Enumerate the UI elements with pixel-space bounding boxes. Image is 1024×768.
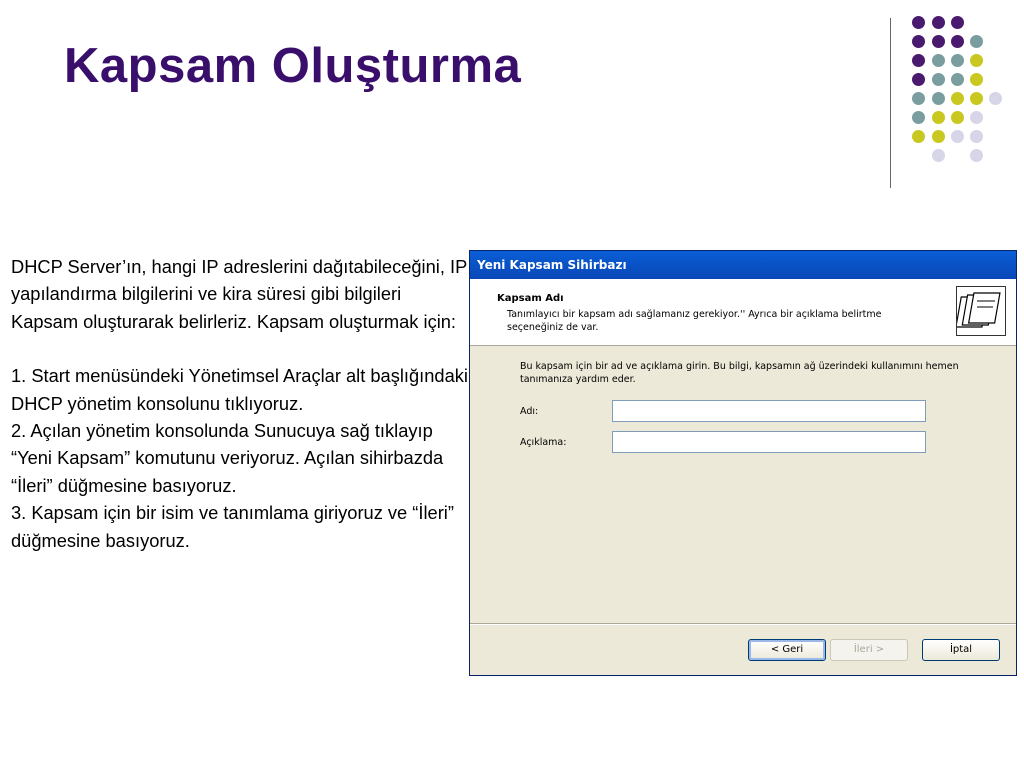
decorative-dot (912, 54, 925, 67)
decorative-dot (932, 111, 945, 124)
decorative-dot (912, 35, 925, 48)
decorative-dot (970, 111, 983, 124)
decorative-dot (932, 92, 945, 105)
slide-title: Kapsam Oluşturma (64, 39, 522, 93)
decorative-dot (912, 92, 925, 105)
back-button[interactable]: < Geri (748, 639, 826, 661)
decorative-dot (970, 92, 983, 105)
wizard-description: Bu kapsam için bir ad ve açıklama girin. Bu bilgi, kapsamın ağ üzerindeki kullanımını hemen tanımanıza yardım eder. (520, 361, 959, 385)
cancel-button[interactable]: İptal (922, 639, 1000, 661)
name-label: Adı: (520, 406, 539, 417)
scope-description-input[interactable] (612, 431, 926, 453)
decorative-dot (951, 92, 964, 105)
decorative-dot (951, 35, 964, 48)
decorative-dot (970, 130, 983, 143)
wizard-titlebar[interactable] (470, 251, 1016, 279)
decorative-dot (932, 16, 945, 29)
footer-divider (470, 623, 1016, 625)
decorative-dot (912, 130, 925, 143)
next-button[interactable]: İleri > (830, 639, 908, 661)
decorative-dot (970, 35, 983, 48)
decorative-dot (912, 73, 925, 86)
step-1: 1. Start menüsündeki Yönetimsel Araçlar alt başlığındaki DHCP yönetim konsolunu tıklıyoruz. (11, 365, 468, 414)
decorative-dot (951, 111, 964, 124)
slide-body (11, 253, 471, 554)
decorative-dot (970, 73, 983, 86)
decorative-dot (951, 130, 964, 143)
decorative-dot-grid (0, 0, 1024, 200)
decorative-dot (912, 111, 925, 124)
decorative-dot (951, 73, 964, 86)
step-3: 3. Kapsam için bir isim ve tanımlama giriyoruz ve “İleri” düğmesine basıyoruz. (11, 502, 454, 551)
decorative-dot (970, 54, 983, 67)
wizard-header (470, 279, 1016, 346)
intro-paragraph: DHCP Server’ın, hangi IP adreslerini dağıtabileceğini, IP yapılandırma bilgilerini ve kira süresi gibi bilgileri Kapsam oluşturarak belirleriz. Kapsam oluşturmak için: (11, 256, 467, 332)
decorative-dot (989, 92, 1002, 105)
decorative-dot (970, 149, 983, 162)
wizard-header-subtitle: Tanımlayıcı bir kapsam adı sağlamanız gerekiyor.'' Ayrıca bir açıklama belirtme seçeneğiniz de var. (507, 309, 882, 333)
decorative-dot (932, 54, 945, 67)
decorative-dot (951, 16, 964, 29)
wizard-window-title: Yeni Kapsam Sihirbazı (477, 258, 627, 272)
decorative-dot (932, 73, 945, 86)
step-2: 2. Açılan yönetim konsolunda Sunucuya sağ tıklayıp “Yeni Kapsam” komutunu veriyoruz. Açılan sihirbazda “İleri” düğmesine basıyoruz. (11, 420, 444, 496)
wizard-header-title: Kapsam Adı (497, 293, 564, 304)
description-label: Açıklama: (520, 437, 567, 448)
scope-name-input[interactable] (612, 400, 926, 422)
decorative-dot (932, 35, 945, 48)
decorative-dot (951, 54, 964, 67)
new-scope-wizard-dialog (469, 250, 1017, 676)
decorative-dot (932, 149, 945, 162)
decorative-dot (912, 16, 925, 29)
folders-icon (956, 286, 1006, 336)
decorative-dot (932, 130, 945, 143)
